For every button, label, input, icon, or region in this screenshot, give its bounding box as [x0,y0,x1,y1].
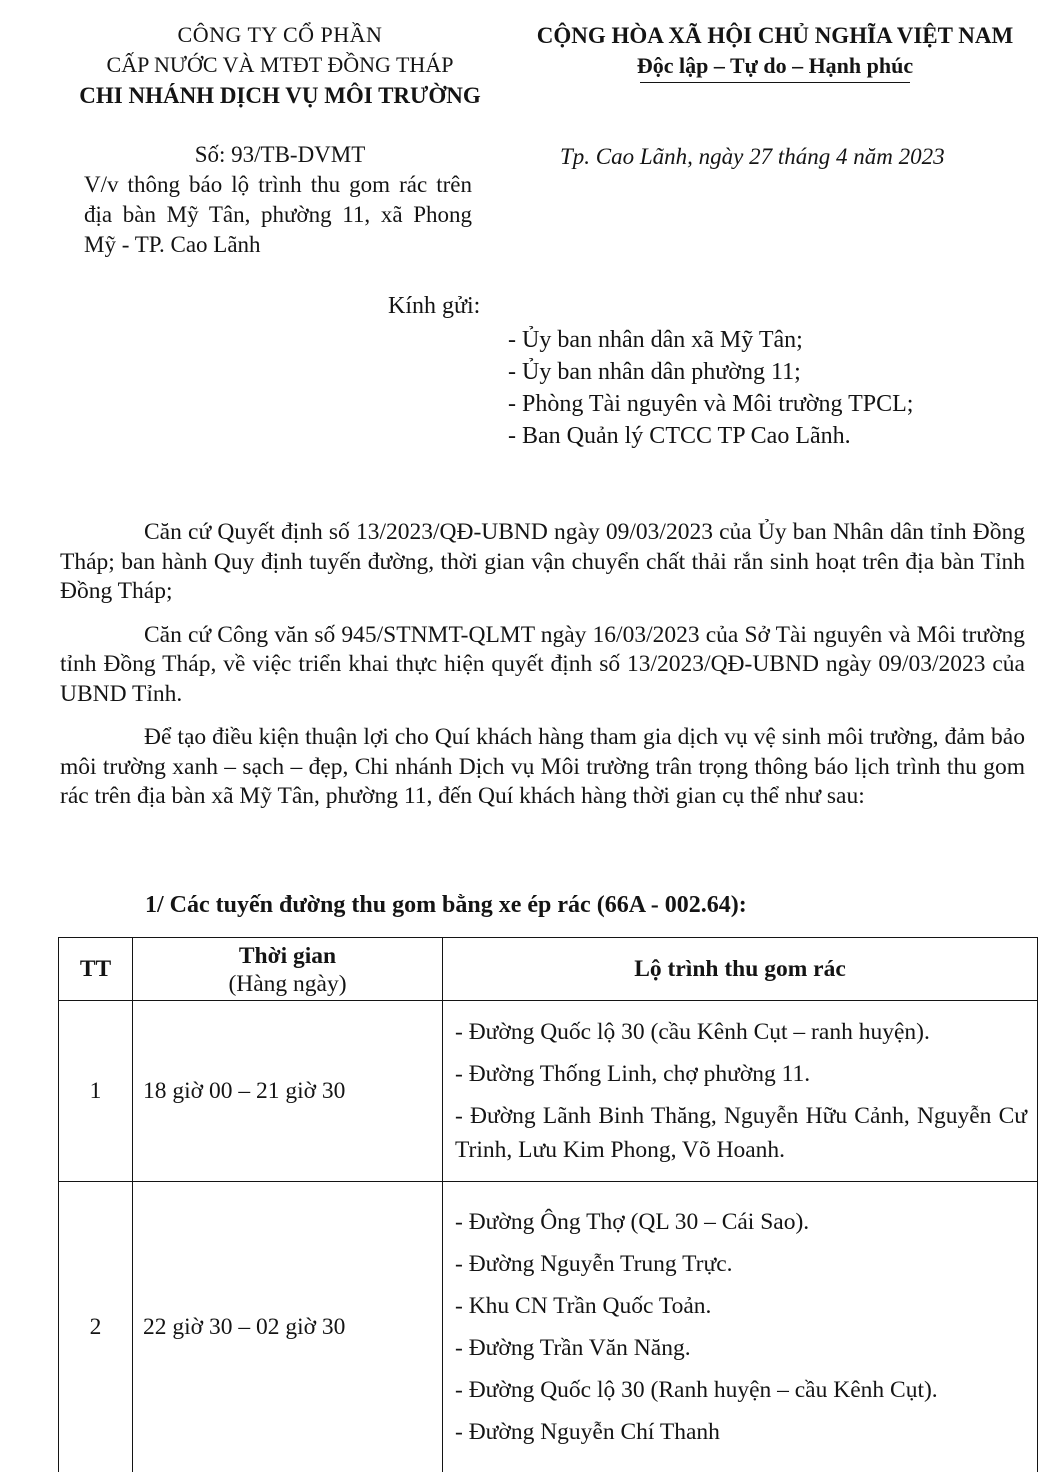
route-item: - Đường Lãnh Binh Thăng, Nguyễn Hữu Cảnh, Nguyễn Cư Trinh, Lưu Kim Phong, Võ Hoanh. [455,1103,1027,1163]
national-motto: Độc lập – Tự do – Hạnh phúc [636,53,914,78]
route-item: - Đường Nguyễn Trung Trực. [455,1250,733,1277]
body-paragraph: Để tạo điều kiện thuận lợi cho Quí khách hàng tham gia dịch vụ vệ sinh môi trường, đảm bảo môi trường xanh – sạch – đẹp, Chi nhánh Dịch vụ Môi trường trân trọng thông báo lịch trình thu gom rác trên địa bàn xã Mỹ Tân, phường 11, đến Quí khách hàng thời gian cụ thể như sau: [60,724,1025,809]
recipient-item: - Ủy ban nhân dân xã Mỹ Tân; [508,327,803,353]
company-name-line1: CÔNG TY CỔ PHẦN [177,22,383,47]
column-header-time [133,938,443,1001]
row-time: 18 giờ 00 – 21 giờ 30 [133,1001,443,1182]
row-number: 1 [59,1001,133,1182]
issuer-header [20,20,540,112]
body-paragraph: Căn cứ Công văn số 945/STNMT-QLMT ngày 16/03/2023 của Sở Tài nguyên và Môi trường tỉnh Đồng Tháp, về việc triển khai thực hiện quyết định số 13/2023/QĐ-UBND ngày 09/03/2023 của UBND Tỉnh. [60,621,1025,707]
column-header-time-sub: (Hàng ngày) [228,971,347,997]
row-time: 22 giờ 30 – 02 giờ 30 [133,1182,443,1472]
collection-route-table [58,937,1038,1472]
motto-underline [640,82,910,83]
route-item: - Đường Quốc lộ 30 (Ranh huyện – cầu Kênh Cụt). [455,1376,938,1403]
column-header-tt: TT [59,938,133,1001]
recipient-item: - Ban Quản lý CTCC TP Cao Lãnh. [508,423,851,449]
table-row [59,1182,1038,1472]
document-subject: V/v thông báo lộ trình thu gom rác trên địa bàn Mỹ Tân, phường 11, xã Phong Mỹ - TP. Cao Lãnh [84,172,472,257]
row-routes [443,1001,1038,1182]
column-header-route: Lộ trình thu gom rác [443,938,1038,1001]
route-item: - Khu CN Trần Quốc Toản. [455,1292,712,1319]
route-item: - Đường Nguyễn Chí Thanh [455,1418,720,1445]
column-header-time-label: Thời gian [238,943,337,969]
national-header [480,20,1064,83]
recipient-list [508,324,1048,452]
branch-name: CHI NHÁNH DỊCH VỤ MÔI TRƯỜNG [79,83,481,108]
route-item: - Đường Quốc lộ 30 (cầu Kênh Cụt – ranh huyện). [455,1019,930,1045]
body-paragraph: Căn cứ Quyết định số 13/2023/QĐ-UBND ngày 09/03/2023 của Ủy ban Nhân dân tỉnh Đồng Tháp; ban hành Quy định tuyến đường, thời gian vận chuyển chất thải rắn sinh hoạt trên địa bàn Tỉnh Đồng Tháp; [60,519,1025,604]
section-title: 1/ Các tuyến đường thu gom bằng xe ép rác (66A - 002.64): [145,892,747,918]
route-item: - Đường Thống Linh, chợ phường 11. [455,1061,811,1087]
republic-title: CỘNG HÒA XÃ HỘI CHỦ NGHĨA VIỆT NAM [536,23,1014,48]
table-header-row [59,938,1038,1001]
greeting: Kính gửi: [388,293,481,319]
document-number: Số: 93/TB-DVMT [194,142,366,167]
document-body [60,518,1025,826]
recipient-item: - Ủy ban nhân dân phường 11; [508,359,801,385]
route-item: - Đường Ông Thợ (QL 30 – Cái Sao). [455,1208,810,1235]
route-item: - Đường Trần Văn Năng. [455,1334,691,1361]
company-name-line2: CẤP NƯỚC VÀ MTĐT ĐỒNG THÁP [106,52,454,77]
table-row [59,1001,1038,1182]
recipient-item: - Phòng Tài nguyên và Môi trường TPCL; [508,391,914,417]
row-routes [443,1182,1038,1472]
place-and-date: Tp. Cao Lãnh, ngày 27 tháng 4 năm 2023 [560,144,945,169]
row-number: 2 [59,1182,133,1472]
